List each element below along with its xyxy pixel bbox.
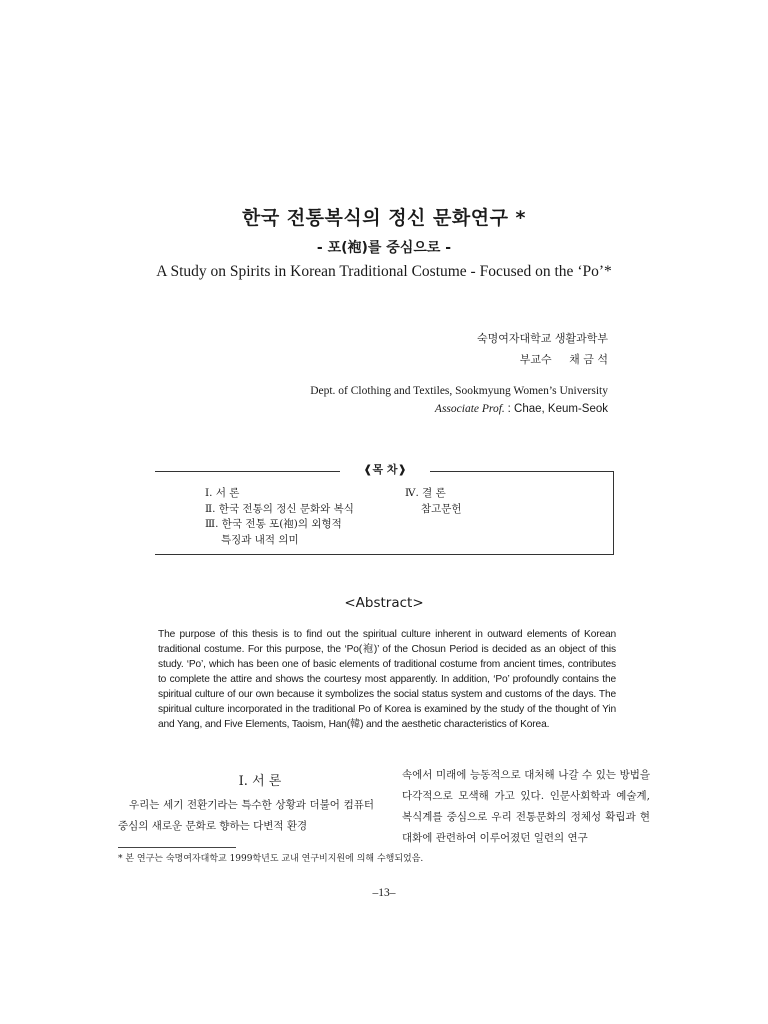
- affiliation-english: [310, 382, 608, 418]
- toc-left-column: [205, 486, 354, 548]
- toc-item: Ⅲ. 한국 전통 포(袍)의 외형적: [205, 518, 342, 530]
- paper-subtitle-korean: - 포(袍)를 중심으로 -: [316, 240, 452, 256]
- author-line-korean: [477, 349, 608, 370]
- abstract-heading: <Abstract>: [344, 595, 424, 611]
- author-rank-korean: 부교수: [519, 353, 552, 366]
- department-korean: 숙명여자대학교 생활과학부: [476, 332, 608, 345]
- affiliation-korean: [477, 328, 608, 370]
- author-name-english: : Chae, Keum-Seok: [507, 403, 608, 415]
- toc-right-column: [405, 486, 462, 517]
- toc-item: Ⅱ. 한국 전통의 정신 문화와 복식: [205, 502, 354, 515]
- author-name-korean: 채 금 석: [569, 353, 608, 366]
- paper-title-korean: 한국 전통복식의 정신 문화연구 *: [242, 207, 526, 229]
- footnote: * 본 연구는 숙명여자대학교 1999학년도 교내 연구비지원에 의해 수행되었음.: [118, 854, 424, 864]
- toc-item: Ⅰ. 서 론: [205, 487, 240, 499]
- department-english: Dept. of Clothing and Textiles, Sookmyung Women’s University: [310, 385, 608, 397]
- author-line-english: [310, 400, 608, 418]
- author-rank-english: Associate Prof.: [434, 403, 505, 415]
- toc-item: 특징과 내적 의미: [221, 533, 299, 546]
- paper-title-english: A Study on Spirits in Korean Traditional Costume - Focused on the ‘Po’*: [156, 263, 612, 280]
- table-of-contents-title: ❰목 차❱: [340, 461, 430, 477]
- page-number: –13–: [372, 887, 396, 899]
- body-column-left: 우리는 세기 전환기라는 특수한 상황과 더불어 컴퓨터 중심의 새로운 문화로 향하는 다변적 환경: [118, 799, 374, 832]
- toc-item: Ⅳ. 결 론: [405, 487, 446, 499]
- toc-item: 참고문헌: [421, 502, 462, 515]
- footnote-divider: [118, 847, 236, 848]
- abstract-body: The purpose of this thesis is to find out the spiritual culture inherent in outward elements of Korean traditional costume. For this purpose, the ‘Po(袍)’ of the Chosun Period is decided as an object of this study. ‘Po’, which has been one of basic elements of traditional costume from ancient times, contributes to complete the attire and shows the courtesy most apparently. In addition, ‘Po’ profoundly contains the spiritual culture of our own because it symbolizes the social status system and customs of the days. The spiritual culture incorporated in the traditional Po of Korea is examined by the study of the thought of Yin and Yang, and Five Elements, Taoism, Han(韓) and the aesthetic characteristics of Korea.: [158, 629, 616, 730]
- body-column-right: 속에서 미래에 능동적으로 대처해 나갈 수 있는 방법을 다각적으로 모색해 가고 있다. 인문사회학과 예술계, 복식계를 중심으로 우리 전통문화의 정체성 확립과 현대화에 관련하여 이루어졌던 일련의 연구: [402, 769, 650, 844]
- section-title-introduction: Ⅰ. 서 론: [238, 774, 282, 789]
